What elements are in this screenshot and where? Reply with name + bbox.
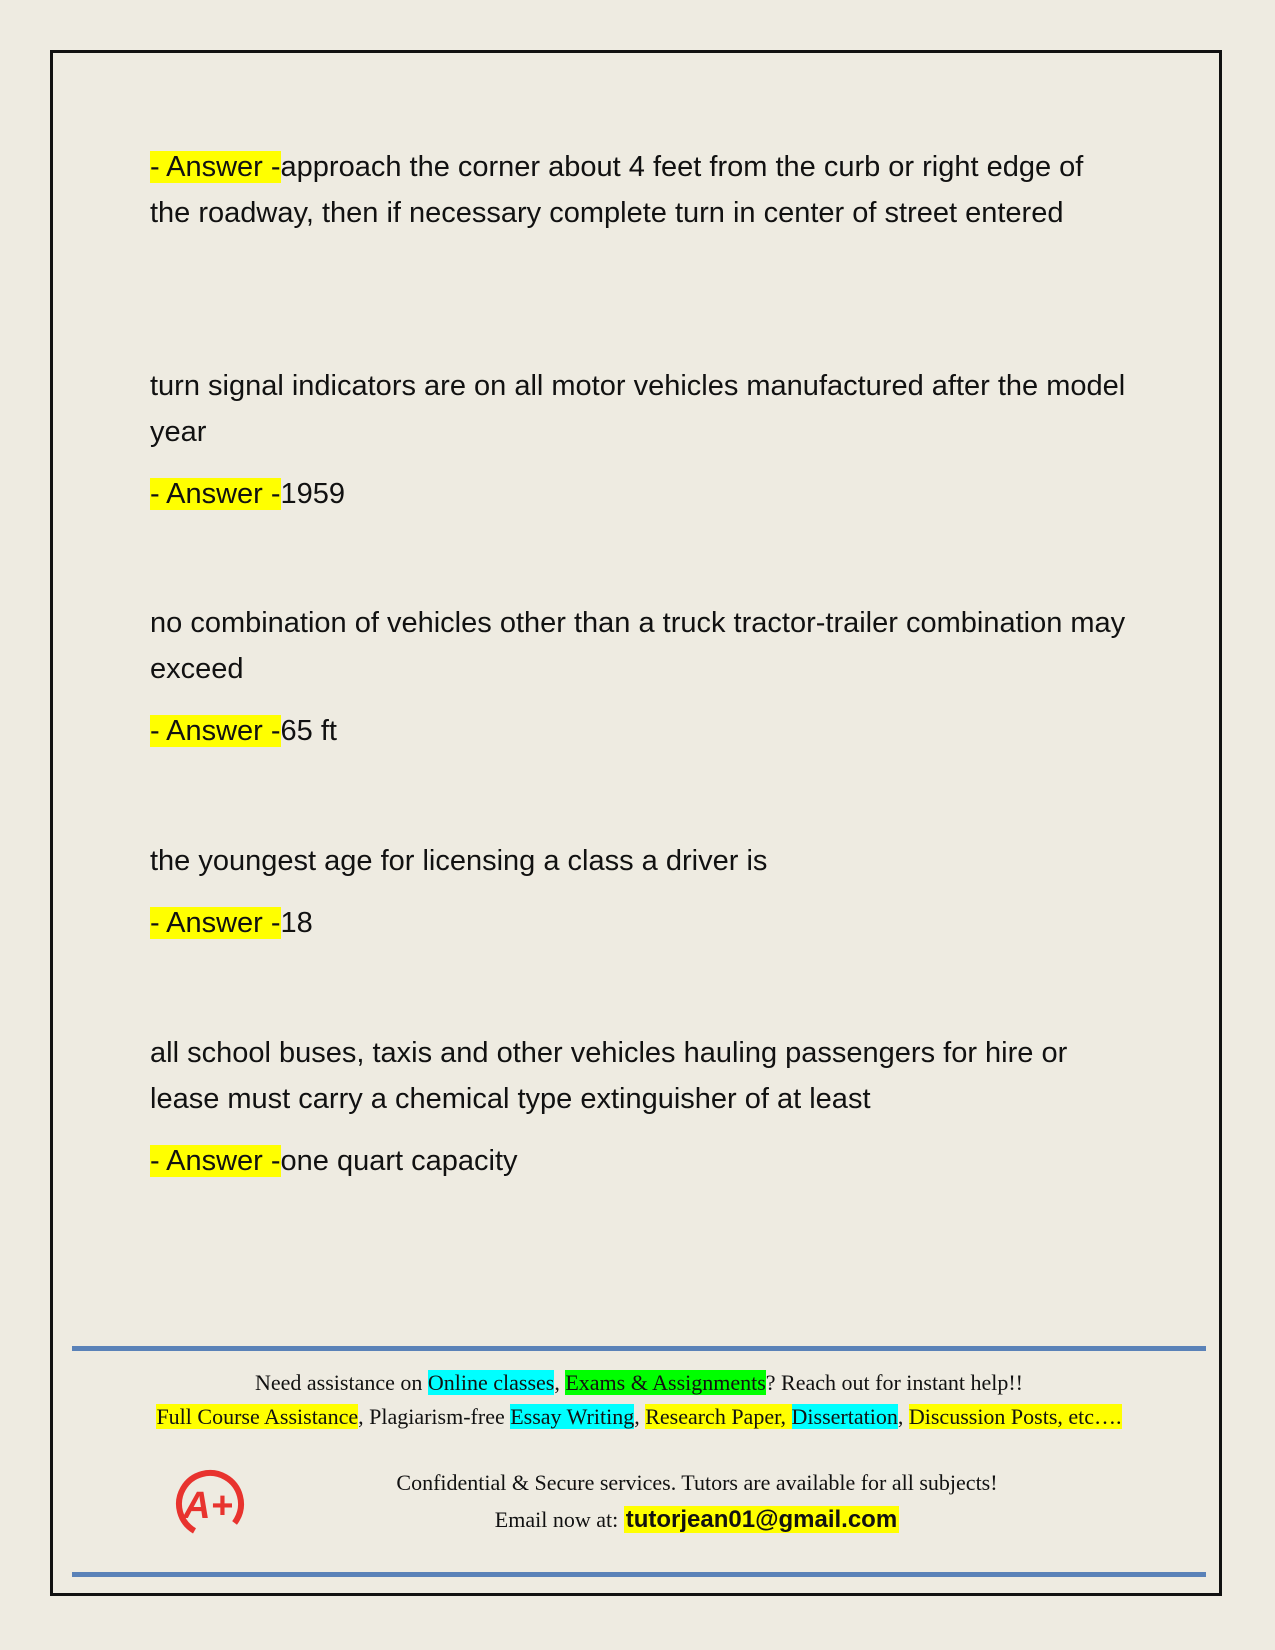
online-classes-highlight: Online classes bbox=[427, 1370, 555, 1395]
footer-text: ? Reach out for instant help!! bbox=[765, 1370, 1023, 1395]
discussion-posts-highlight: Discussion Posts, etc…. bbox=[908, 1404, 1122, 1429]
answer-label: - Answer - bbox=[150, 151, 281, 183]
footer-text: Need assistance on bbox=[254, 1370, 428, 1395]
page-border bbox=[50, 50, 1222, 1596]
dissertation-highlight: Dissertation bbox=[791, 1404, 898, 1429]
footer-bottom-rule bbox=[72, 1572, 1206, 1577]
footer-text: , Plagiarism-free bbox=[358, 1404, 511, 1429]
footer-line-3: Confidential & Secure services. Tutors are available for all subjects! bbox=[396, 1470, 998, 1495]
footer-line-1 bbox=[72, 1366, 1206, 1400]
question-5: all school buses, taxis and other vehicles hauling passengers for hire or lease must carry a chemical type extinguisher of at least bbox=[150, 1037, 1068, 1115]
full-course-highlight: Full Course Assistance bbox=[156, 1404, 359, 1429]
footer-top-rule bbox=[72, 1346, 1206, 1351]
answer-label: - Answer - bbox=[150, 715, 281, 747]
answer-2 bbox=[150, 471, 1130, 517]
footer-email-line bbox=[130, 1503, 1264, 1537]
answer-text: 1959 bbox=[280, 478, 346, 510]
answer-4 bbox=[150, 900, 1130, 946]
footer-text: , bbox=[634, 1404, 646, 1429]
exams-assignments-highlight: Exams & Assignments bbox=[565, 1370, 766, 1395]
question-2: turn signal indicators are on all motor vehicles manufactured after the model year bbox=[150, 370, 1126, 448]
email-address[interactable]: tutorjean01@gmail.com bbox=[625, 1506, 898, 1533]
footer-text: , bbox=[897, 1404, 909, 1429]
answer-label: - Answer - bbox=[150, 907, 281, 939]
footer-text: , bbox=[554, 1370, 566, 1395]
answer-3 bbox=[150, 708, 1130, 754]
logo-text: A+ bbox=[183, 1485, 233, 1527]
essay-writing-highlight: Essay Writing bbox=[510, 1404, 635, 1429]
answer-5 bbox=[150, 1138, 1130, 1184]
answer-label: - Answer - bbox=[150, 1145, 281, 1177]
research-paper-highlight: Research Paper, bbox=[645, 1404, 792, 1429]
answer-text: approach the corner about 4 feet from the curb or right edge of the roadway, then if necessary complete turn in center of street entered bbox=[150, 151, 1084, 229]
answer-1 bbox=[150, 144, 1130, 236]
question-3: no combination of vehicles other than a truck tractor-trailer combination may exceed bbox=[150, 607, 1126, 685]
answer-text: 18 bbox=[280, 907, 313, 939]
answer-label: - Answer - bbox=[150, 478, 281, 510]
answer-text: 65 ft bbox=[280, 715, 337, 747]
question-4: the youngest age for licensing a class a driver is bbox=[150, 845, 768, 877]
answer-text: one quart capacity bbox=[280, 1145, 518, 1177]
email-prefix: Email now at: bbox=[494, 1507, 624, 1532]
footer-line-2 bbox=[72, 1400, 1206, 1434]
